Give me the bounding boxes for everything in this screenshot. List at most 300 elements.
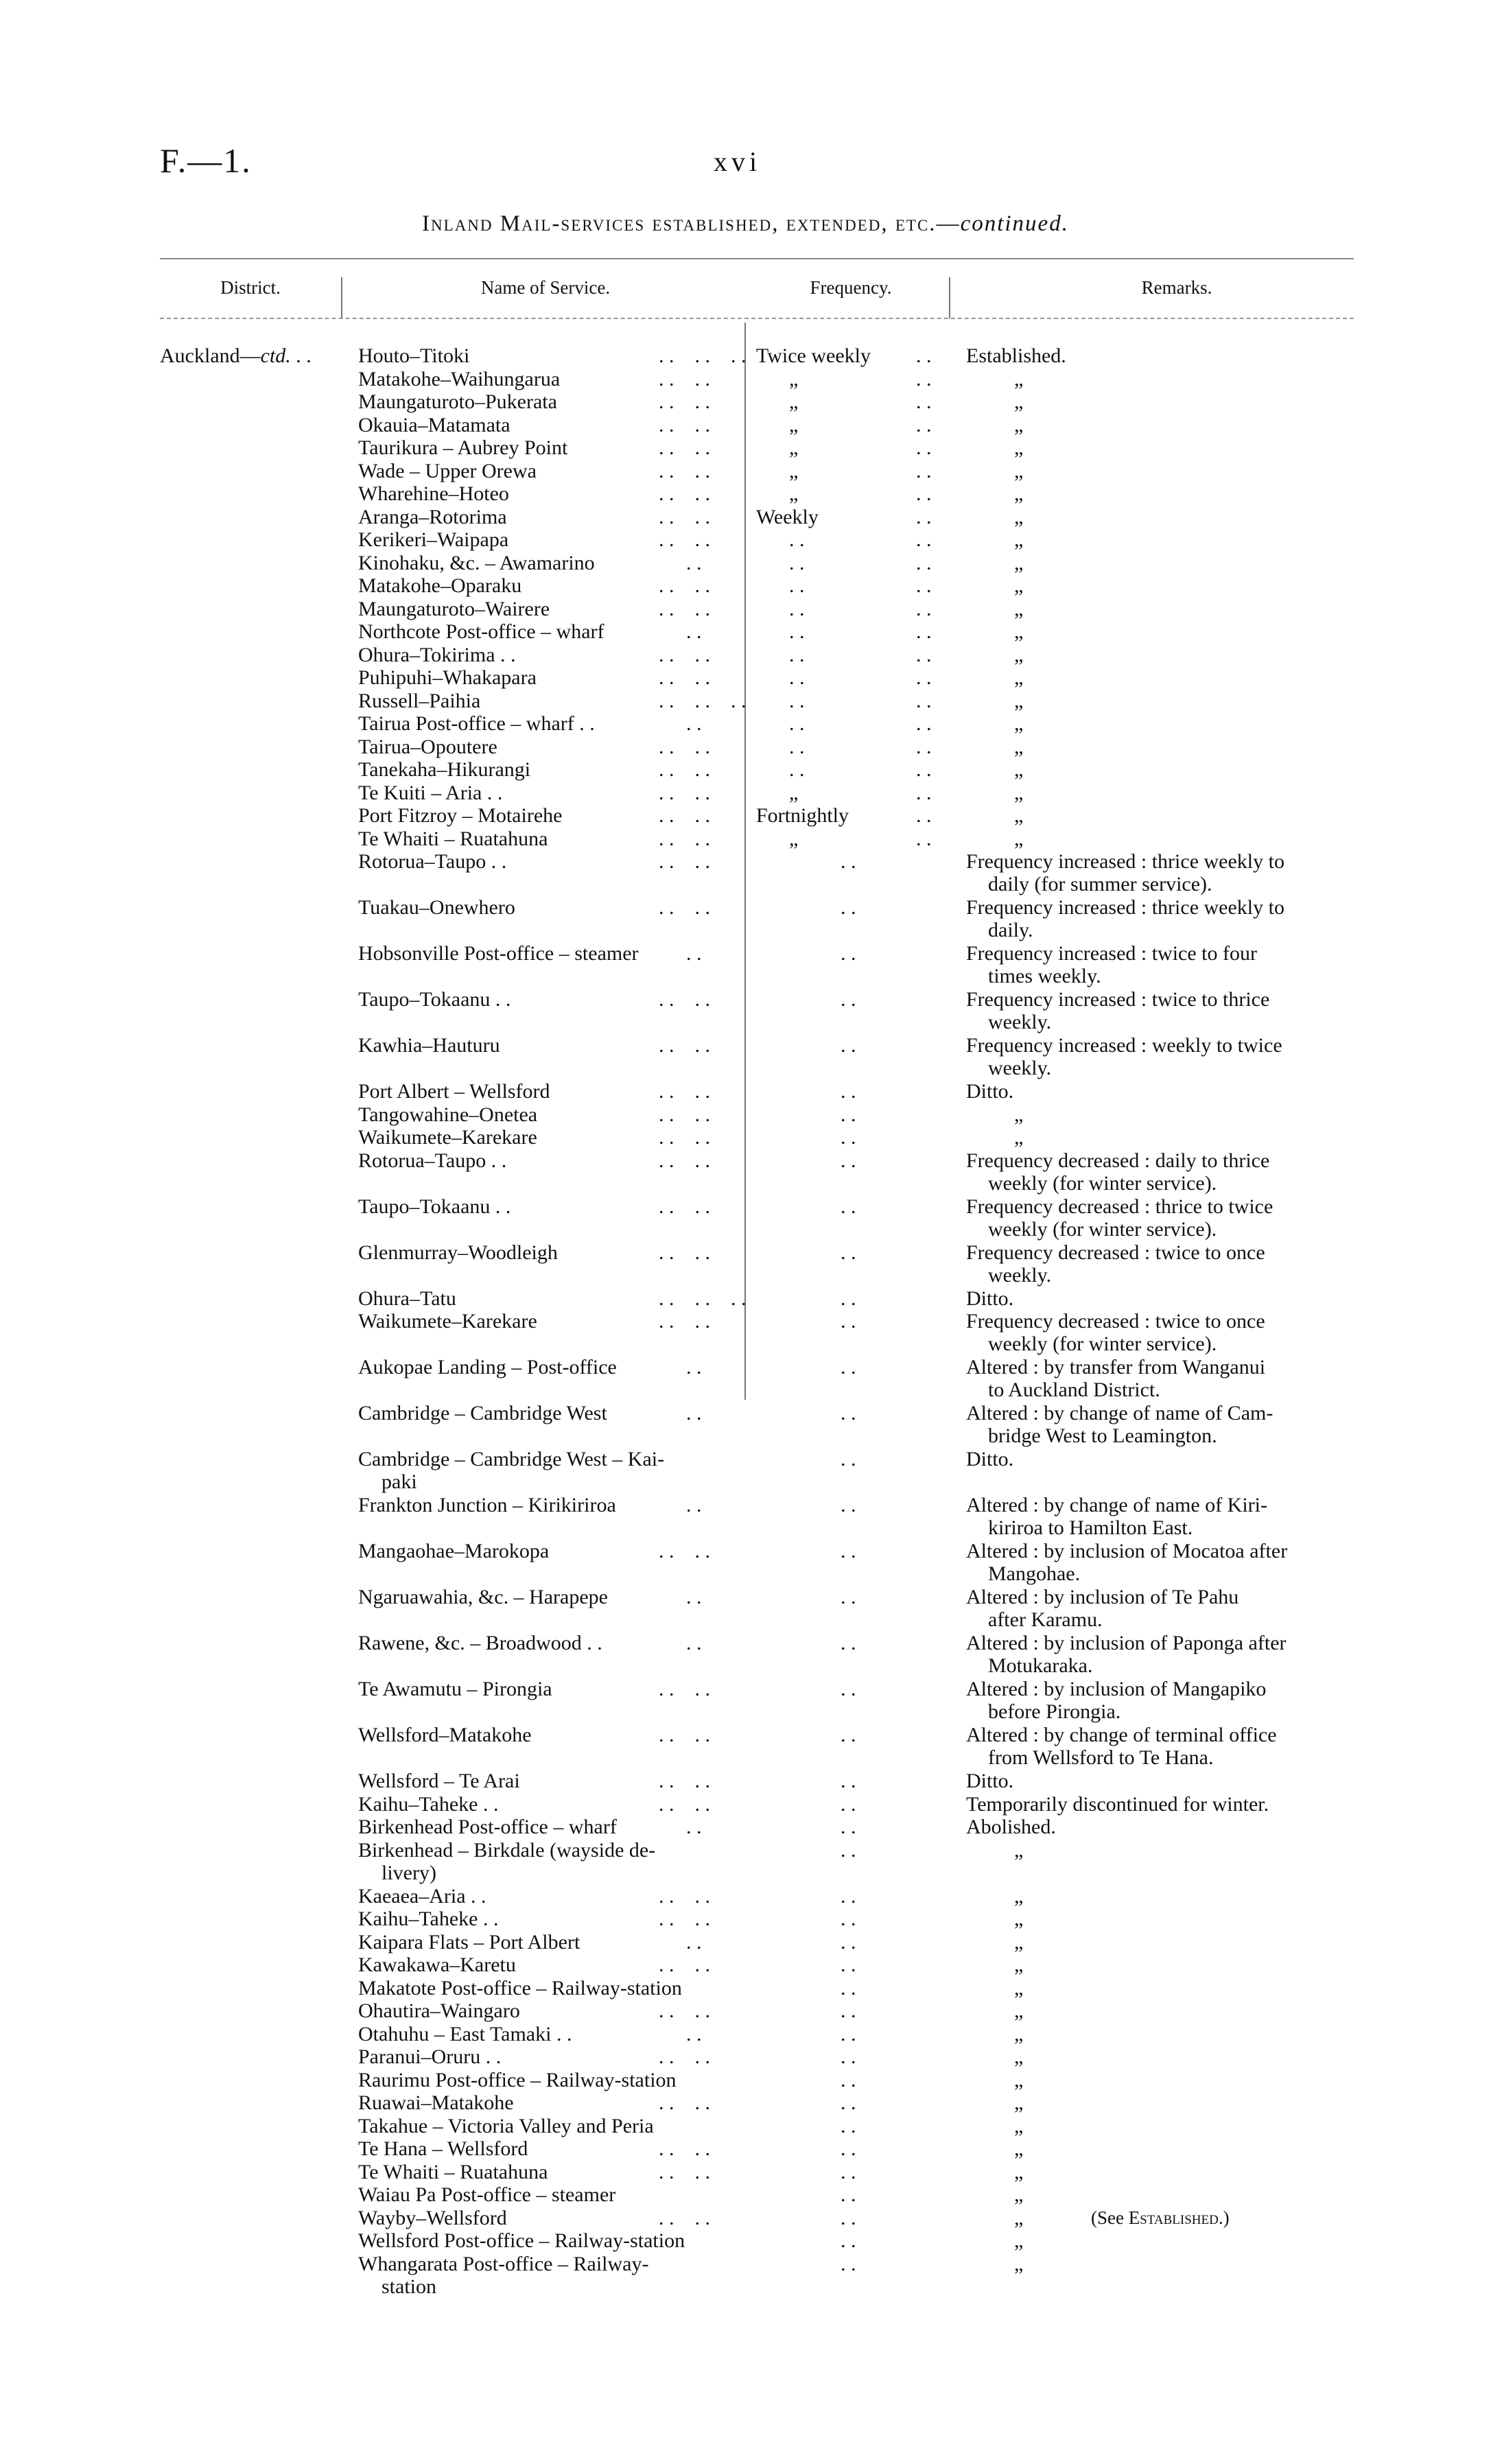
remark-line: Altered : by transfer from Wanganui: [966, 1356, 1266, 1378]
remark: [1014, 758, 1398, 781]
frequency-value: . .: [789, 712, 805, 735]
leader-dots: . .: [841, 1310, 856, 1333]
service-name-continuation: paki: [381, 1470, 417, 1493]
service-name: [358, 1356, 736, 1378]
leader-dots: . .: [841, 942, 856, 965]
remark-line: „: [1014, 597, 1024, 620]
remark-line: Ditto.: [966, 1080, 1014, 1103]
service-name-line: Kerikeri–Waipapa: [358, 528, 509, 551]
service-name-line: Kaihu–Taheke . .: [358, 1792, 499, 1816]
remark-line: „: [1014, 689, 1024, 712]
leader-dots: . . . .: [659, 1149, 710, 1172]
leader-dots: . . . .: [659, 643, 710, 666]
leader-dots: . .: [686, 2022, 702, 2045]
remark: [1014, 1908, 1398, 1930]
service-name-line: Tanekaha–Hikurangi: [358, 758, 531, 781]
leader-dots: . . . .: [659, 459, 710, 482]
table-title: [0, 211, 1491, 237]
remark: [966, 1149, 1350, 1195]
page-code: F.—1.: [160, 141, 252, 180]
remark-continuation: to Auckland District.: [988, 1378, 1160, 1401]
remark-line: Altered : by inclusion of Mocatoa after: [966, 1540, 1288, 1562]
service-name-line: Wellsford–Matakohe: [358, 1724, 532, 1746]
leader-dots: . . . . . .: [659, 1287, 747, 1310]
remark-line: „: [1014, 2160, 1024, 2183]
service-name: [358, 2115, 736, 2137]
leader-dots: . .: [916, 712, 932, 735]
remark-line: „: [1014, 367, 1024, 390]
leader-dots: . .: [841, 1632, 856, 1654]
service-name-line: Waiau Pa Post-office – steamer: [358, 2183, 616, 2206]
service-name-line: Rotorua–Taupo . .: [358, 850, 507, 873]
remark: [1014, 690, 1398, 712]
frequency-value: . .: [789, 666, 805, 689]
leader-dots: . .: [686, 1632, 702, 1654]
leader-dots: . . . .: [659, 1310, 710, 1333]
service-name-line: Te Whaiti – Ruatahuna: [358, 827, 548, 850]
service-name-line: Kaihu–Taheke . .: [358, 1908, 499, 1930]
service-name-line: Wayby–Wellsford: [358, 2206, 507, 2229]
title-main: Inland Mail-services established, extended, etc.—: [422, 211, 961, 236]
remark-line: „: [1014, 2137, 1024, 2160]
service-name-continuation: station: [381, 2275, 436, 2298]
remark: [1014, 666, 1398, 689]
service-name-line: Houto–Titoki: [358, 344, 470, 367]
remark: [1014, 1103, 1398, 1126]
leader-dots: . .: [841, 1195, 856, 1218]
service-name-line: Russell–Paihia: [358, 689, 481, 712]
remark-line: „: [1014, 804, 1024, 827]
leader-dots: . . . .: [659, 2206, 710, 2229]
service-name-line: Kawakawa–Karetu: [358, 1953, 516, 1976]
remark: [1014, 2253, 1398, 2275]
leader-dots: . .: [916, 781, 932, 804]
service-name-line: Okauia–Matamata: [358, 413, 510, 436]
leader-dots: . .: [841, 1884, 856, 1908]
frequency-value: . .: [789, 574, 805, 597]
leader-dots: . .: [841, 2229, 856, 2252]
leader-dots: . .: [841, 1770, 856, 1792]
remark-line: Frequency increased : weekly to twice: [966, 1034, 1282, 1057]
leader-dots: . .: [916, 827, 932, 850]
remark-line: Altered : by inclusion of Paponga after: [966, 1632, 1287, 1654]
leader-dots: . . . .: [659, 988, 710, 1011]
remark: [1014, 2115, 1398, 2137]
service-name-line: Te Awamutu – Pirongia: [358, 1678, 552, 1700]
service-name: [358, 2229, 736, 2252]
service-name: [358, 1816, 736, 1838]
remark-continuation: weekly.: [988, 1263, 1052, 1287]
leader-dots: . . . .: [659, 2045, 710, 2068]
service-name-line: Waikumete–Karekare: [358, 1126, 537, 1149]
remark: [1014, 414, 1398, 436]
leader-dots: . . . .: [659, 804, 710, 827]
remark-continuation: Mangohae.: [988, 1562, 1081, 1585]
service-name-line: Rotorua–Taupo . .: [358, 1149, 507, 1172]
leader-dots: . . . .: [659, 850, 710, 873]
leader-dots: . . . .: [659, 1126, 710, 1149]
service-name: [358, 2253, 736, 2298]
service-name-line: Cambridge – Cambridge West: [358, 1402, 607, 1424]
leader-dots: . . . .: [659, 1241, 710, 1264]
header-rule-top: [160, 258, 1354, 259]
frequency-value: . .: [789, 735, 805, 758]
remark: [966, 1287, 1350, 1310]
district-name: Auckland—ctd. . .: [160, 344, 312, 367]
remark: [1014, 2137, 1398, 2160]
leader-dots: . . . .: [659, 1770, 710, 1792]
remark-line: „: [1014, 1976, 1024, 1999]
frequency-value: Twice weekly: [756, 344, 871, 367]
remark-line: „: [1014, 620, 1024, 643]
remark: [966, 1080, 1350, 1103]
remark-line: „: [1014, 758, 1024, 781]
leader-dots: . . . .: [659, 1792, 710, 1816]
leader-dots: . .: [841, 1678, 856, 1700]
remark-continuation: weekly.: [988, 1011, 1052, 1033]
remark-line: „: [1014, 781, 1024, 804]
service-name-line: Kinohaku, &c. – Awamarino: [358, 551, 595, 574]
remark: [966, 1494, 1350, 1539]
remark: [1014, 828, 1398, 850]
remark-line: „: [1014, 1126, 1024, 1149]
leader-dots: . .: [841, 2022, 856, 2045]
service-name-line: Rawene, &c. – Broadwood . .: [358, 1632, 602, 1654]
remark: [1014, 1839, 1398, 1862]
frequency-value: . .: [789, 597, 805, 620]
leader-dots: . .: [686, 1816, 702, 1838]
service-name-line: Waikumete–Karekare: [358, 1310, 537, 1333]
leader-dots: . . . .: [659, 367, 710, 390]
frequency-value: . .: [789, 620, 805, 643]
remark: [1014, 804, 1398, 827]
column-divider: [949, 277, 950, 318]
service-name-line: Ngaruawahia, &c. – Harapepe: [358, 1586, 608, 1608]
remark-continuation: weekly.: [988, 1057, 1052, 1079]
service-name-line: Takahue – Victoria Valley and Peria: [358, 2114, 654, 2137]
frequency-value: „: [789, 482, 799, 505]
leader-dots: . .: [686, 1930, 702, 1953]
see-note-target: Established: [1128, 2207, 1219, 2228]
remark-line: „: [1014, 666, 1024, 689]
remark: [966, 896, 1350, 941]
service-name: [358, 2183, 736, 2206]
leader-dots: . .: [916, 459, 932, 482]
service-name-line: Taupo–Tokaanu . .: [358, 1195, 511, 1218]
see-note-prefix: (See: [1091, 2207, 1129, 2228]
service-name-continuation: livery): [381, 1861, 436, 1884]
remark: [1014, 1885, 1398, 1908]
remark-line: „: [1014, 482, 1024, 505]
remark-line: Altered : by change of terminal office: [966, 1724, 1277, 1746]
frequency-value: . .: [789, 758, 805, 781]
remark-line: „: [1014, 1999, 1024, 2022]
leader-dots: . .: [841, 1494, 856, 1516]
remark: [1014, 482, 1398, 505]
frequency-value: „: [789, 390, 799, 413]
leader-dots: . .: [916, 735, 932, 758]
remark-line: „: [1014, 2114, 1024, 2137]
leader-dots: . . . .: [659, 1080, 710, 1103]
remark-line: Frequency decreased : daily to thrice: [966, 1149, 1270, 1172]
service-name: [358, 1839, 736, 1884]
remark: [1014, 736, 1398, 758]
leader-dots: . .: [841, 1080, 856, 1103]
remark: [1014, 528, 1398, 551]
leader-dots: . .: [841, 1540, 856, 1562]
leader-dots: . . . .: [659, 2091, 710, 2114]
leader-dots: . .: [841, 2045, 856, 2068]
service-name-line: Matakohe–Waihungarua: [358, 367, 561, 390]
remark-line: „: [1014, 2022, 1024, 2045]
leader-dots: . . . .: [659, 1953, 710, 1976]
leader-dots: . . . .: [659, 574, 710, 597]
remark-line: „: [1014, 2045, 1024, 2068]
remark: [966, 1540, 1350, 1585]
remark: [1014, 460, 1398, 482]
leader-dots: . .: [841, 2252, 856, 2275]
frequency-value: Weekly: [756, 505, 819, 528]
remark: [966, 1448, 1350, 1470]
leader-dots: . . . .: [659, 1724, 710, 1746]
remark: [966, 1241, 1350, 1287]
column-header-service: Name of Service.: [480, 277, 611, 298]
leader-dots: . .: [841, 2068, 856, 2091]
remark-continuation: weekly (for winter service).: [988, 1333, 1217, 1355]
leader-dots: . . . .: [659, 1884, 710, 1908]
service-name-line: Glenmurray–Woodleigh: [358, 1241, 558, 1264]
leader-dots: . .: [916, 574, 932, 597]
frequency-value: . .: [789, 689, 805, 712]
leader-dots: . . . .: [659, 413, 710, 436]
service-name-line: Tangowahine–Onetea: [358, 1103, 538, 1126]
title-continued: continued.: [960, 211, 1069, 236]
remark-line: „: [1014, 2183, 1024, 2206]
frequency-value: . .: [789, 528, 805, 551]
service-name-line: Aukopae Landing – Post-office: [358, 1356, 617, 1378]
leader-dots: . .: [841, 1448, 856, 1470]
service-name-line: Maungaturoto–Pukerata: [358, 390, 557, 413]
service-name-line: Te Whaiti – Ruatahuna: [358, 2160, 548, 2183]
remark-line: Established.: [966, 344, 1066, 367]
service-name-line: Tairua–Opoutere: [358, 735, 497, 758]
leader-dots: . .: [916, 528, 932, 551]
leader-dots: . .: [841, 2160, 856, 2183]
remark-line: „: [1014, 436, 1024, 459]
service-name-line: Maungaturoto–Wairere: [358, 597, 550, 620]
leader-dots: . .: [841, 1149, 856, 1172]
leader-dots: . .: [841, 1034, 856, 1057]
remark: [1014, 368, 1398, 390]
leader-dots: . . . .: [659, 1999, 710, 2022]
frequency-value: „: [789, 367, 799, 390]
service-name-line: Tairua Post-office – wharf . .: [358, 712, 595, 735]
remark-continuation: weekly (for winter service).: [988, 1217, 1217, 1241]
leader-dots: . .: [841, 1126, 856, 1149]
remark-line: Altered : by change of name of Kiri-: [966, 1494, 1267, 1516]
leader-dots: . .: [916, 344, 932, 367]
service-name: [358, 2069, 736, 2091]
frequency-value: „: [789, 413, 799, 436]
service-name-line: Wade – Upper Orewa: [358, 459, 537, 482]
remark-line: „: [1014, 2206, 1024, 2229]
leader-dots: . .: [916, 758, 932, 781]
frequency-value: „: [789, 436, 799, 459]
remark: [966, 988, 1350, 1033]
remark-line: „: [1014, 1838, 1024, 1862]
leader-dots: . .: [916, 390, 932, 413]
service-name-line: Otahuhu – East Tamaki . .: [358, 2022, 572, 2045]
service-name: [358, 1448, 736, 1493]
leader-dots: . .: [916, 620, 932, 643]
service-name-line: Whangarata Post-office – Railway-: [358, 2252, 649, 2275]
leader-dots: . . . .: [659, 1034, 710, 1057]
remark-line: „: [1014, 1953, 1024, 1976]
leader-dots: . .: [686, 551, 702, 574]
leader-dots: . .: [841, 1953, 856, 1976]
column-divider: [341, 277, 342, 318]
remark: [1014, 598, 1398, 620]
remark-line: „: [1014, 1930, 1024, 1953]
leader-dots: . . . .: [659, 666, 710, 689]
service-name-line: Tuakau–Onewhero: [358, 896, 515, 919]
leader-dots: . .: [916, 505, 932, 528]
leader-dots: . .: [916, 804, 932, 827]
remark-line: „: [1014, 827, 1024, 850]
remark-line: „: [1014, 2229, 1024, 2252]
remark-continuation: after Karamu.: [988, 1608, 1103, 1631]
leader-dots: . .: [686, 1586, 702, 1608]
leader-dots: . . . . . .: [659, 689, 747, 712]
leader-dots: . . . .: [659, 896, 710, 919]
remark: [966, 1034, 1350, 1079]
frequency-value: „: [789, 827, 799, 850]
leader-dots: . .: [841, 896, 856, 919]
frequency-value: „: [789, 459, 799, 482]
remark-line: „: [1014, 413, 1024, 436]
remark-line: „: [1014, 459, 1024, 482]
remark: [1014, 1953, 1398, 1976]
remark-line: „: [1014, 2091, 1024, 2114]
leader-dots: . . . .: [659, 1103, 710, 1126]
remark: [1014, 2045, 1398, 2068]
frequency-value: . .: [789, 643, 805, 666]
service-name: [358, 1931, 736, 1953]
remark: [966, 1310, 1350, 1355]
service-name-line: Kaeaea–Aria . .: [358, 1884, 486, 1908]
leader-dots: . .: [916, 551, 932, 574]
service-name-line: Te Hana – Wellsford: [358, 2137, 528, 2160]
leader-dots: . . . .: [659, 1678, 710, 1700]
remark-continuation: weekly (for winter service).: [988, 1171, 1217, 1195]
remark: [1014, 552, 1398, 574]
leader-dots: . .: [841, 1241, 856, 1264]
leader-dots: . .: [841, 2091, 856, 2114]
remark-line: „: [1014, 390, 1024, 413]
page-number: xvi: [714, 146, 762, 177]
remark: [1014, 1977, 1398, 1999]
leader-dots: . .: [841, 1816, 856, 1838]
service-name-line: Northcote Post-office – wharf: [358, 620, 604, 643]
leader-dots: . .: [916, 643, 932, 666]
remark-continuation: before Pirongia.: [988, 1700, 1121, 1723]
remark-line: „: [1014, 551, 1024, 574]
leader-dots: . . . .: [659, 735, 710, 758]
leader-dots: . .: [841, 1792, 856, 1816]
frequency-value: Fortnightly: [756, 804, 849, 827]
service-name: [358, 2023, 736, 2045]
leader-dots: . . . .: [659, 482, 710, 505]
leader-dots: . .: [916, 413, 932, 436]
service-name-line: Port Albert – Wellsford: [358, 1080, 550, 1103]
remark: [1014, 644, 1398, 666]
leader-dots: . .: [916, 436, 932, 459]
remark-line: Temporarily discontinued for winter.: [966, 1792, 1269, 1816]
leader-dots: . .: [686, 712, 702, 735]
remark: [1014, 2229, 1398, 2252]
remark-line: „: [1014, 505, 1024, 528]
service-name: [358, 552, 736, 574]
remark: [1014, 1999, 1398, 2022]
leader-dots: . .: [686, 942, 702, 965]
leader-dots: . .: [841, 2114, 856, 2137]
remark: [1014, 574, 1398, 597]
remark-line: Frequency decreased : twice to once: [966, 1310, 1265, 1333]
remark-line: „: [1014, 1908, 1024, 1930]
leader-dots: . .: [916, 666, 932, 689]
service-name: [358, 1977, 736, 1999]
remark: [1014, 1931, 1398, 1953]
service-name-line: Raurimu Post-office – Railway-station: [358, 2068, 677, 2091]
leader-dots: . .: [841, 1287, 856, 1310]
remark: [966, 942, 1350, 987]
remark: [966, 1632, 1350, 1677]
remark-line: Ditto.: [966, 1287, 1014, 1310]
remark: [966, 1356, 1350, 1401]
leader-dots: . . . .: [659, 2160, 710, 2183]
leader-dots: . .: [841, 1999, 856, 2022]
leader-dots: . . . .: [659, 827, 710, 850]
see-established-note: [1091, 2207, 1230, 2229]
remark: [1014, 1126, 1398, 1149]
see-note-suffix: .): [1218, 2207, 1230, 2228]
leader-dots: . .: [841, 1838, 856, 1862]
remark: [1014, 620, 1398, 643]
remark: [1014, 2091, 1398, 2114]
leader-dots: . .: [686, 1494, 702, 1516]
remark-line: „: [1014, 574, 1024, 597]
leader-dots: . .: [841, 2206, 856, 2229]
remark-line: Frequency increased : twice to four: [966, 942, 1257, 965]
service-name-line: Te Kuiti – Aria . .: [358, 781, 503, 804]
service-name-line: Taupo–Tokaanu . .: [358, 988, 511, 1011]
service-name-line: Cambridge – Cambridge West – Kai-: [358, 1448, 665, 1470]
column-header-remarks: Remarks.: [1141, 277, 1212, 298]
leader-dots: . .: [841, 1586, 856, 1608]
service-name-line: Kawhia–Hauturu: [358, 1034, 500, 1057]
service-name-line: Makatote Post-office – Railway-station: [358, 1976, 682, 1999]
service-name-line: Wharehine–Hoteo: [358, 482, 509, 505]
leader-dots: . .: [841, 2137, 856, 2160]
service-name-line: Hobsonville Post-office – steamer: [358, 942, 639, 965]
leader-dots: . .: [841, 1908, 856, 1930]
leader-dots: . .: [686, 1402, 702, 1424]
remark-line: „: [1014, 2252, 1024, 2275]
remark-line: Frequency increased : thrice weekly to: [966, 850, 1284, 873]
service-name-line: Birkenhead – Birkdale (wayside de-: [358, 1838, 656, 1862]
leader-dots: . .: [916, 689, 932, 712]
remark: [966, 1724, 1350, 1769]
